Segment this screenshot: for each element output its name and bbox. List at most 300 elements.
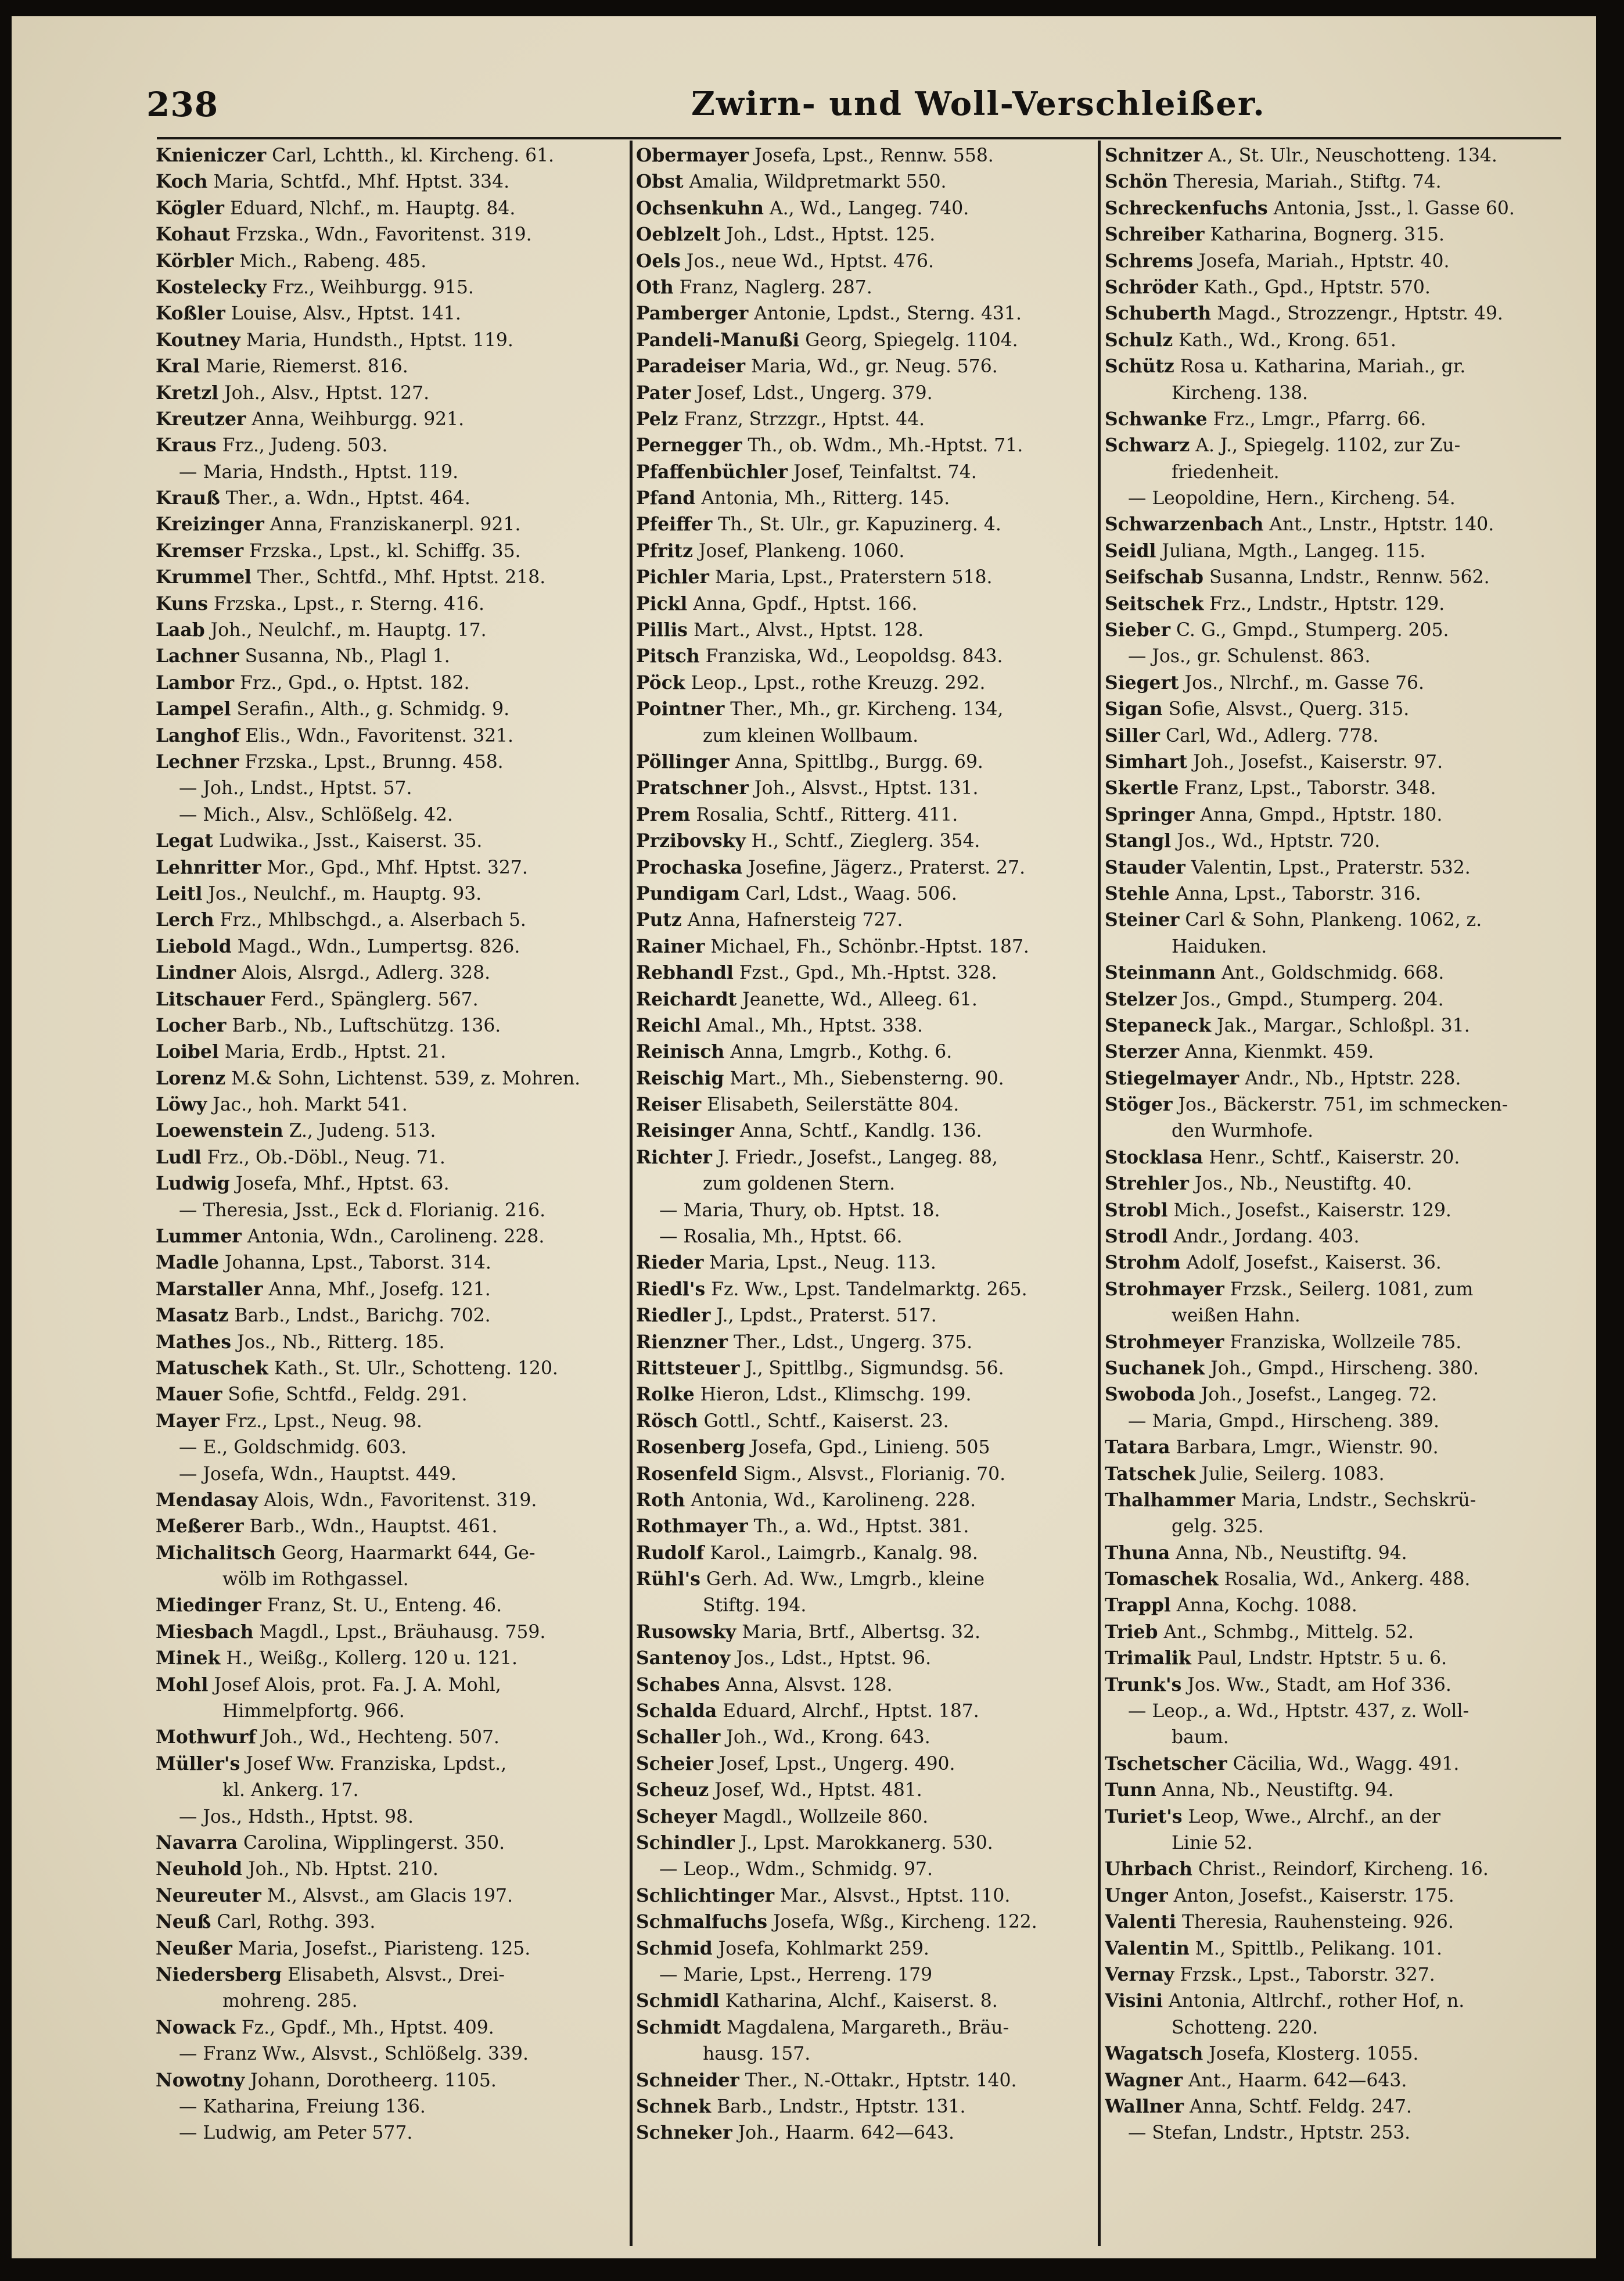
entry-details: Frz., Lndstr., Hptstr. 129. bbox=[1203, 593, 1445, 615]
entry-details: Magdalena, Margareth., Bräu- bbox=[721, 2017, 1009, 2038]
entry-details: Ant., Haarm. 642—643. bbox=[1183, 2070, 1407, 2091]
entry-name: Rothmayer bbox=[636, 1516, 748, 1538]
entry-details: Carl, Wd., Adlerg. 778. bbox=[1159, 725, 1379, 746]
entry-name: Kreizinger bbox=[156, 514, 264, 536]
entry-details: Rosalia, Schtf., Ritterg. 411. bbox=[690, 804, 958, 825]
entry-details: Josef, Wd., Hptst. 481. bbox=[709, 1780, 922, 1801]
entry-name: Schwanke bbox=[1105, 408, 1208, 430]
entry-details: Mart., Mh., Siebensterng. 90. bbox=[724, 1068, 1004, 1089]
entry-name: Kraus bbox=[156, 435, 217, 457]
directory-entry bbox=[636, 354, 1101, 380]
entry-details: Jos., Ldst., Hptst. 96. bbox=[730, 1648, 932, 1669]
entry-details: weißen Hahn. bbox=[1172, 1305, 1300, 1327]
entry-name: Lindner bbox=[156, 962, 236, 984]
entry-details: Himmelpfortg. 966. bbox=[222, 1701, 405, 1722]
directory-entry bbox=[156, 1856, 620, 1883]
directory-entry bbox=[156, 143, 620, 169]
entry-details: Antonia, Wdn., Carolineng. 228. bbox=[241, 1226, 545, 1248]
entry-name: Schulz bbox=[1105, 329, 1173, 351]
directory-entry bbox=[1105, 802, 1569, 828]
entry-details: Linie 52. bbox=[1172, 1833, 1253, 1853]
entry-details: Maria, Wd., gr. Neug. 576. bbox=[745, 356, 998, 378]
directory-entry bbox=[1105, 1461, 1569, 1488]
entry-details: Jos., Nb., Ritterg. 185. bbox=[231, 1331, 445, 1353]
entry-name: Strohm bbox=[1105, 1252, 1181, 1274]
directory-entry bbox=[1105, 196, 1569, 222]
entry-name: Stangl bbox=[1105, 831, 1172, 852]
entry-details: Anna, Gmpd., Hptstr. 180. bbox=[1194, 804, 1443, 825]
directory-entry bbox=[156, 565, 620, 591]
directory-entry bbox=[1105, 459, 1569, 486]
directory-entry bbox=[636, 907, 1101, 933]
entry-details: Sofie, Schtfd., Feldg. 291. bbox=[222, 1384, 468, 1406]
entry-name: Leitl bbox=[156, 883, 203, 904]
directory-entry bbox=[636, 1804, 1101, 1830]
entry-name: Mathes bbox=[156, 1331, 232, 1353]
entry-name: Stehle bbox=[1105, 883, 1170, 904]
entry-name: Neußer bbox=[156, 1938, 232, 1959]
entry-details: Josefa, Klosterg. 1055. bbox=[1203, 2043, 1419, 2065]
entry-name: Sigan bbox=[1105, 699, 1163, 720]
directory-entry bbox=[156, 1356, 620, 1382]
directory-entry bbox=[636, 1567, 1101, 1593]
entry-name: Wallner bbox=[1105, 2096, 1184, 2117]
directory-entry bbox=[636, 301, 1101, 327]
entry-details: Mar., Alsvst., Hptst. 110. bbox=[774, 1885, 1011, 1906]
entry-details: Franz, Strzzgr., Hptst. 44. bbox=[678, 408, 925, 430]
directory-entry bbox=[636, 2094, 1101, 2120]
directory-entry bbox=[636, 828, 1101, 854]
entry-details: Antonia, Jsst., l. Gasse 60. bbox=[1267, 197, 1515, 219]
entry-name: Seifschab bbox=[1105, 567, 1203, 588]
entry-details: Anna, Schtf. Feldg. 247. bbox=[1184, 2096, 1412, 2117]
entry-details: gelg. 325. bbox=[1172, 1516, 1264, 1538]
entry-name: Krauß bbox=[156, 488, 220, 509]
entry-name: Siller bbox=[1105, 725, 1160, 746]
entry-name: Kostelecky bbox=[156, 276, 267, 298]
entry-name: Tunn bbox=[1105, 1780, 1156, 1801]
directory-entry bbox=[156, 934, 620, 960]
entry-name: Przibovsky bbox=[636, 831, 746, 852]
directory-entry bbox=[156, 222, 620, 248]
entry-details: Joh., Josefst., Langeg. 72. bbox=[1195, 1384, 1438, 1406]
entry-details: Johanna, Lpst., Taborst. 314. bbox=[218, 1252, 491, 1274]
entry-name: Mendasay bbox=[156, 1489, 258, 1511]
entry-name: Santenoy bbox=[636, 1648, 731, 1669]
entry-details: Z., Judeng. 513. bbox=[283, 1120, 436, 1142]
directory-entry bbox=[1105, 960, 1569, 986]
directory-entry bbox=[1105, 1567, 1569, 1593]
directory-entry bbox=[1105, 2120, 1569, 2146]
entry-details: Josefa, Kohlmarkt 259. bbox=[712, 1938, 929, 1959]
entry-name: Schalda bbox=[636, 1701, 717, 1722]
entry-details: Barb., Nb., Luftschützg. 136. bbox=[226, 1015, 501, 1036]
entry-name: Siegert bbox=[1105, 672, 1179, 694]
entry-name: Nowotny bbox=[156, 2070, 245, 2091]
entry-name: Pöllinger bbox=[636, 751, 730, 773]
directory-entry bbox=[156, 907, 620, 933]
entry-details: Joh., Nb. Hptst. 210. bbox=[242, 1859, 439, 1880]
entry-details: J. Friedr., Josefst., Langeg. 88, bbox=[712, 1147, 998, 1168]
entry-details: — Ludwig, am Peter 577. bbox=[179, 2122, 413, 2144]
entry-name: Marstaller bbox=[156, 1278, 263, 1300]
directory-entry bbox=[1105, 1962, 1569, 1988]
entry-details: Maria, Schtfd., Mhf. Hptst. 334. bbox=[207, 171, 510, 193]
entry-name: Richter bbox=[636, 1147, 712, 1168]
entry-name: Rebhandl bbox=[636, 962, 734, 984]
entry-name: Visini bbox=[1105, 1991, 1163, 2012]
entry-name: Schabes bbox=[636, 1674, 720, 1696]
directory-entry bbox=[636, 538, 1101, 565]
entry-details: Barb., Wdn., Hauptst. 461. bbox=[243, 1516, 498, 1538]
directory-entry bbox=[636, 1777, 1101, 1804]
entry-name: Müller's bbox=[156, 1753, 240, 1774]
entry-details: Ludwika., Jsst., Kaiserst. 35. bbox=[213, 831, 483, 852]
directory-entry bbox=[1105, 2094, 1569, 2120]
entry-details: Eduard, Nlchf., m. Hauptg. 84. bbox=[224, 197, 516, 219]
entry-name: Pfritz bbox=[636, 540, 693, 562]
entry-name: Schuberth bbox=[1105, 303, 1212, 325]
entry-name: Trappl bbox=[1105, 1595, 1171, 1617]
entry-details: Joh., Alsv., Hptst. 127. bbox=[218, 382, 430, 404]
directory-entry bbox=[156, 1883, 620, 1909]
entry-details: zum kleinen Wollbaum. bbox=[703, 725, 919, 746]
directory-entry bbox=[636, 1066, 1101, 1092]
entry-name: Mayer bbox=[156, 1410, 220, 1432]
entry-name: Rittsteuer bbox=[636, 1357, 740, 1379]
entry-details: Franz, St. U., Enteng. 46. bbox=[261, 1595, 502, 1617]
entry-name: Reiser bbox=[636, 1094, 702, 1116]
entry-name: Niedersberg bbox=[156, 1964, 282, 1985]
entry-name: Schindler bbox=[636, 1833, 735, 1853]
directory-entry bbox=[1105, 1039, 1569, 1065]
entry-name: Kremser bbox=[156, 540, 244, 562]
entry-details: Mor., Gpd., Mhf. Hptst. 327. bbox=[261, 857, 528, 878]
directory-entry bbox=[156, 1145, 620, 1171]
entry-details: Maria, Josefst., Piaristeng. 125. bbox=[232, 1938, 531, 1959]
directory-entry bbox=[636, 433, 1101, 459]
entry-details: Frzska., Wdn., Favoritenst. 319. bbox=[230, 224, 532, 246]
directory-entry bbox=[156, 196, 620, 222]
entry-details: Ant., Schmbg., Mittelg. 52. bbox=[1158, 1621, 1414, 1643]
directory-entry bbox=[156, 1224, 620, 1250]
entry-name: Schmidt bbox=[636, 2017, 721, 2038]
entry-name: Schröder bbox=[1105, 276, 1198, 298]
directory-entry bbox=[156, 2120, 620, 2146]
entry-details: — Theresia, Jsst., Eck d. Florianig. 216. bbox=[179, 1199, 546, 1221]
directory-entry bbox=[156, 1619, 620, 1646]
directory-entry bbox=[156, 987, 620, 1013]
entry-details: Kath., St. Ulr., Schotteng. 120. bbox=[268, 1357, 558, 1379]
entry-details: Joh., Josefst., Kaiserstr. 97. bbox=[1187, 751, 1443, 773]
entry-details: Josef, Plankeng. 1060. bbox=[692, 540, 905, 562]
directory-entry bbox=[636, 1461, 1101, 1488]
entry-details: Johann, Dorotheerg. 1105. bbox=[245, 2070, 497, 2091]
entry-name: Körbler bbox=[156, 250, 234, 272]
directory-entry bbox=[636, 143, 1101, 169]
directory-entry bbox=[1105, 1171, 1569, 1197]
directory-entry bbox=[156, 828, 620, 854]
entry-name: Thalhammer bbox=[1105, 1489, 1235, 1511]
directory-entry bbox=[156, 1751, 620, 1777]
entry-details: Magd., Strozzengr., Hptstr. 49. bbox=[1211, 303, 1503, 325]
entry-details: Josefa, Lpst., Rennw. 558. bbox=[749, 145, 994, 166]
directory-entry bbox=[636, 222, 1101, 248]
directory-entry bbox=[636, 1593, 1101, 1619]
entry-name: Rainer bbox=[636, 936, 705, 957]
entry-name: Scheyer bbox=[636, 1806, 717, 1827]
entry-details: Anna, Weihburgg. 921. bbox=[246, 408, 465, 430]
directory-entry bbox=[636, 1171, 1101, 1197]
entry-name: Obermayer bbox=[636, 145, 749, 166]
directory-entry bbox=[636, 987, 1101, 1013]
directory-entry bbox=[636, 1856, 1101, 1883]
directory-entry bbox=[636, 591, 1101, 617]
entry-name: Kreutzer bbox=[156, 408, 246, 430]
entry-details: Marie, Riemerst. 816. bbox=[200, 356, 408, 378]
entry-details: Maria, Brtf., Albertsg. 32. bbox=[736, 1621, 980, 1643]
entry-details: J., Spittlbg., Sigmundsg. 56. bbox=[739, 1357, 1004, 1379]
directory-entry bbox=[156, 1461, 620, 1488]
entry-name: Riedl's bbox=[636, 1278, 706, 1300]
entry-details: Anna, Lmgrb., Kothg. 6. bbox=[724, 1041, 953, 1063]
entry-details: Andr., Jordang. 403. bbox=[1167, 1226, 1360, 1248]
directory-entry bbox=[636, 459, 1101, 486]
entry-name: Schneider bbox=[636, 2070, 739, 2091]
entry-details: Carl & Sohn, Plankeng. 1062, z. bbox=[1179, 910, 1482, 931]
directory-entry bbox=[156, 354, 620, 380]
entry-name: Ludl bbox=[156, 1147, 202, 1168]
entry-name: Kohaut bbox=[156, 224, 231, 246]
directory-entry bbox=[156, 1567, 620, 1593]
directory-entry bbox=[1105, 617, 1569, 644]
entry-details: Th., St. Ulr., gr. Kapuzinerg. 4. bbox=[712, 514, 1001, 536]
entry-details: A. J., Spiegelg. 1102, zur Zu- bbox=[1190, 435, 1461, 457]
entry-name: Prochaska bbox=[636, 857, 743, 878]
directory-entry bbox=[1105, 565, 1569, 591]
directory-entry bbox=[1105, 1698, 1569, 1725]
directory-entry bbox=[1105, 1936, 1569, 1962]
directory-entry bbox=[1105, 1856, 1569, 1883]
directory-entry bbox=[156, 1250, 620, 1276]
directory-entry bbox=[156, 670, 620, 696]
entry-details: Ther., Mh., gr. Kircheng. 134, bbox=[724, 699, 1004, 720]
entry-details: Rosa u. Katharina, Mariah., gr. bbox=[1174, 356, 1466, 378]
entry-details: Sofie, Alsvst., Querg. 315. bbox=[1162, 699, 1410, 720]
entry-name: Kral bbox=[156, 356, 200, 378]
directory-entry bbox=[1105, 249, 1569, 275]
entry-name: Pundigam bbox=[636, 883, 740, 904]
directory-entry bbox=[1105, 1013, 1569, 1039]
directory-entry bbox=[156, 617, 620, 644]
entry-name: Wagatsch bbox=[1105, 2043, 1203, 2065]
directory-entry bbox=[1105, 486, 1569, 512]
directory-entry bbox=[1105, 143, 1569, 169]
entry-details: Frz., Lpst., Neug. 98. bbox=[219, 1410, 422, 1432]
entry-details: Mart., Alvst., Hptst. 128. bbox=[687, 620, 924, 641]
directory-entry bbox=[156, 1725, 620, 1751]
entry-details: — Leopoldine, Hern., Kircheng. 54. bbox=[1128, 488, 1456, 509]
entry-details: Frz., Lmgr., Pfarrg. 66. bbox=[1207, 408, 1427, 430]
entry-details: Josefine, Jägerz., Praterst. 27. bbox=[742, 857, 1026, 878]
entry-name: Trieb bbox=[1105, 1621, 1158, 1643]
entry-name: Obst bbox=[636, 171, 684, 193]
entry-details: Joh., Neulchf., m. Hauptg. 17. bbox=[204, 620, 487, 641]
directory-entry bbox=[1105, 749, 1569, 775]
entry-name: Nowack bbox=[156, 2017, 236, 2038]
entry-name: Thuna bbox=[1105, 1542, 1170, 1564]
directory-entry bbox=[156, 1672, 620, 1698]
entry-details: Anna, Mhf., Josefg. 121. bbox=[263, 1278, 491, 1300]
directory-entry bbox=[156, 275, 620, 301]
entry-name: Putz bbox=[636, 910, 682, 931]
entry-details: Anna, Franziskanerpl. 921. bbox=[264, 514, 521, 536]
entry-details: — Katharina, Freiung 136. bbox=[179, 2096, 426, 2117]
directory-entry bbox=[156, 1039, 620, 1065]
entry-name: Schmidl bbox=[636, 1991, 720, 2012]
directory-entry bbox=[636, 486, 1101, 512]
directory-entry bbox=[636, 1909, 1101, 1935]
entry-name: Navarra bbox=[156, 1833, 238, 1853]
entry-details: Hieron, Ldst., Klimschg. 199. bbox=[694, 1384, 972, 1406]
directory-entry bbox=[636, 934, 1101, 960]
entry-name: Tschetscher bbox=[1105, 1753, 1227, 1774]
directory-entry bbox=[1105, 380, 1569, 407]
entry-name: Reichardt bbox=[636, 989, 737, 1010]
entry-details: Ther., Schtfd., Mhf. Hptst. 218. bbox=[251, 567, 546, 588]
entry-details: Josef Ww. Franziska, Lpdst., bbox=[240, 1753, 507, 1774]
directory-entry bbox=[636, 749, 1101, 775]
entry-details: Jos., Neulchf., m. Hauptg. 93. bbox=[202, 883, 482, 904]
directory-entry bbox=[156, 1988, 620, 2014]
entry-details: Maria, Erdb., Hptst. 21. bbox=[218, 1041, 447, 1063]
directory-entry bbox=[156, 433, 620, 459]
entry-details: Haiduken. bbox=[1172, 936, 1267, 957]
entry-details: Frz., Judeng. 503. bbox=[216, 435, 388, 457]
entry-details: Franziska, Wd., Leopoldsg. 843. bbox=[699, 646, 1003, 667]
entry-name: Kögler bbox=[156, 197, 224, 219]
directory-entry bbox=[156, 1909, 620, 1935]
entry-name: Rosenberg bbox=[636, 1437, 745, 1459]
entry-name: Oeblzelt bbox=[636, 224, 721, 246]
entry-name: Stöger bbox=[1105, 1094, 1173, 1116]
directory-entry bbox=[636, 1382, 1101, 1408]
directory-entry bbox=[156, 2094, 620, 2120]
entry-details: Henr., Schtf., Kaiserstr. 20. bbox=[1203, 1147, 1460, 1168]
directory-entry bbox=[1105, 301, 1569, 327]
entry-details: Anna, Alsvst. 128. bbox=[720, 1674, 893, 1696]
entry-name: Prem bbox=[636, 804, 691, 825]
entry-details: — Jos., gr. Schulenst. 863. bbox=[1128, 646, 1371, 667]
directory-entry bbox=[1105, 328, 1569, 354]
entry-name: Stocklasa bbox=[1105, 1147, 1203, 1168]
directory-entry bbox=[1105, 1356, 1569, 1382]
entry-details: Anton, Josefst., Kaiserstr. 175. bbox=[1167, 1885, 1454, 1906]
entry-details: Josef, Teinfaltst. 74. bbox=[788, 461, 977, 483]
entry-details: Jac., hoh. Markt 541. bbox=[207, 1094, 408, 1116]
entry-details: Ferd., Spänglerg. 567. bbox=[264, 989, 479, 1010]
entry-name: Rolke bbox=[636, 1384, 695, 1406]
entry-name: Mohl bbox=[156, 1674, 209, 1696]
entry-details: Joh., Wd., Hechteng. 507. bbox=[256, 1727, 500, 1748]
entry-details: Th., ob. Wdm., Mh.-Hptst. 71. bbox=[742, 435, 1023, 457]
entry-details: Mich., Rabeng. 485. bbox=[233, 250, 427, 272]
directory-entry bbox=[1105, 1514, 1569, 1540]
entry-details: Adolf, Josefst., Kaiserst. 36. bbox=[1180, 1252, 1442, 1274]
directory-entry bbox=[1105, 1435, 1569, 1461]
entry-details: Juliana, Mgth., Langeg. 115. bbox=[1156, 540, 1426, 562]
entry-details: Jak., Margar., Schloßpl. 31. bbox=[1211, 1015, 1470, 1036]
directory-entry bbox=[156, 1514, 620, 1540]
entry-details: — Josefa, Wdn., Hauptst. 449. bbox=[179, 1463, 457, 1485]
entry-name: Wagner bbox=[1105, 2070, 1183, 2091]
entry-details: Barb., Lndstr., Hptstr. 131. bbox=[711, 2096, 966, 2117]
directory-entry bbox=[1105, 1382, 1569, 1408]
entry-details: Carl, Rothg. 393. bbox=[211, 1912, 376, 1933]
entry-details: kl. Ankerg. 17. bbox=[222, 1780, 359, 1801]
directory-entry bbox=[1105, 538, 1569, 565]
directory-entry bbox=[156, 486, 620, 512]
entry-name: Tatara bbox=[1105, 1437, 1170, 1459]
entry-name: Oth bbox=[636, 276, 674, 298]
directory-entry bbox=[636, 802, 1101, 828]
entry-name: Suchanek bbox=[1105, 1357, 1205, 1379]
entry-details: Carl, Lchtth., kl. Kircheng. 61. bbox=[266, 145, 555, 166]
entry-name: Strehler bbox=[1105, 1173, 1189, 1195]
entry-details: H., Weißg., Kollerg. 120 u. 121. bbox=[220, 1648, 518, 1669]
entry-details: Andr., Nb., Hptstr. 228. bbox=[1239, 1068, 1461, 1089]
entry-name: Oels bbox=[636, 250, 681, 272]
directory-entry bbox=[156, 802, 620, 828]
entry-name: Pater bbox=[636, 382, 691, 404]
directory-entry bbox=[636, 1646, 1101, 1672]
directory-entry bbox=[1105, 1804, 1569, 1830]
entry-details: Frzska., Lpst., Brunng. 458. bbox=[239, 751, 504, 773]
entry-details: Serafin., Alth., g. Schmidg. 9. bbox=[231, 699, 510, 720]
entry-details: Anna, Spittlbg., Burgg. 69. bbox=[729, 751, 983, 773]
directory-entry bbox=[636, 2041, 1101, 2067]
directory-entry bbox=[636, 1540, 1101, 1567]
directory-entry bbox=[1105, 644, 1569, 670]
entry-details: Paul, Lndstr. Hptstr. 5 u. 6. bbox=[1191, 1648, 1447, 1669]
directory-entry bbox=[156, 1698, 620, 1725]
entry-name: Rösch bbox=[636, 1410, 698, 1432]
entry-details: Franz, Naglerg. 287. bbox=[673, 276, 872, 298]
directory-entry bbox=[156, 512, 620, 538]
entry-details: Anna, Kienmkt. 459. bbox=[1179, 1041, 1374, 1063]
directory-entry bbox=[636, 1725, 1101, 1751]
entry-name: Pfaffenbüchler bbox=[636, 461, 788, 483]
directory-entry bbox=[636, 960, 1101, 986]
entry-details: Jos., Gmpd., Stumperg. 204. bbox=[1176, 989, 1444, 1010]
directory-entry bbox=[1105, 512, 1569, 538]
entry-details: J., Lpst. Marokkanerg. 530. bbox=[734, 1833, 993, 1853]
entry-name: Loewenstein bbox=[156, 1120, 283, 1142]
directory-entry bbox=[636, 169, 1101, 195]
directory-entry bbox=[156, 1830, 620, 1856]
entry-name: Neuß bbox=[156, 1912, 211, 1933]
directory-entry bbox=[156, 407, 620, 433]
entry-details: Antonie, Lpdst., Sterng. 431. bbox=[748, 303, 1022, 325]
entry-details: Rosalia, Wd., Ankerg. 488. bbox=[1218, 1569, 1471, 1590]
header-rule bbox=[157, 137, 1561, 139]
directory-entry bbox=[1105, 1830, 1569, 1856]
directory-entry bbox=[1105, 1988, 1569, 2014]
entry-name: Schön bbox=[1105, 171, 1168, 193]
entry-name: Scheier bbox=[636, 1753, 714, 1774]
entry-details: Maria, Hundsth., Hptst. 119. bbox=[240, 329, 513, 351]
directory-entry bbox=[636, 565, 1101, 591]
